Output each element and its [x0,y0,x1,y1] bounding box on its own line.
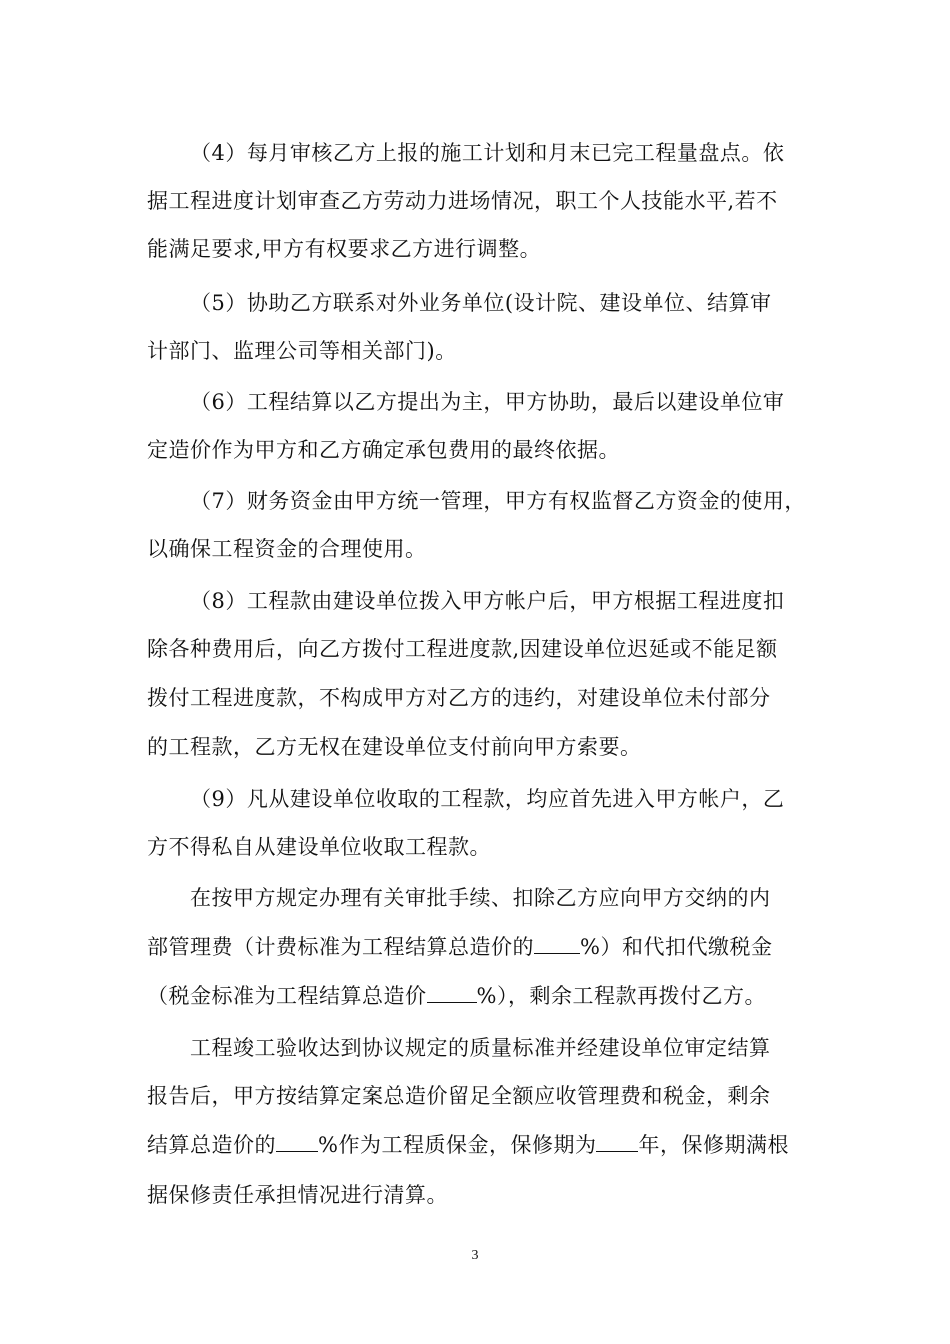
paragraph-9-line-2: 方不得私自从建设单位收取工程款。 [147,835,491,859]
page-number: 3 [471,1248,479,1263]
paragraph-11-line-3-text-b: %作为工程质保金，保修期为 [318,1133,597,1157]
paragraph-11-line-1: 工程竣工验收达到协议规定的质量标准并经建设单位审定结算 [190,1036,771,1060]
paragraph-4-line-1: （4）每月审核乙方上报的施工计划和月末已完工程量盘点。依 [190,141,785,165]
paragraph-11-line-2: 报告后，甲方按结算定案总造价留足全额应收管理费和税金，剩余 [147,1084,771,1108]
paragraph-5-line-2: 计部门、监理公司等相关部门)。 [147,339,457,363]
paragraph-10-line-1: 在按甲方规定办理有关审批手续、扣除乙方应向甲方交纳的内 [190,886,771,910]
paragraph-11-line-3-text-c: 年，保修期满根 [638,1133,789,1157]
tax-percent-blank [427,982,477,1003]
quality-deposit-percent-blank [276,1131,318,1152]
paragraph-10-line-3-text-b: %），剩余工程款再拨付乙方。 [476,984,766,1008]
paragraph-6-line-2: 定造价作为甲方和乙方确定承包费用的最终依据。 [147,438,620,462]
paragraph-7-line-2: 以确保工程资金的合理使用。 [147,537,427,561]
paragraph-7-line-1: （7）财务资金由甲方统一管理，甲方有权监督乙方资金的使用， [190,489,806,513]
paragraph-10-line-2-text-b: %）和代扣代缴税金 [580,935,773,959]
paragraph-8-line-1: （8）工程款由建设单位拨入甲方帐户后，甲方根据工程进度扣 [190,589,785,613]
paragraph-6-line-1: （6）工程结算以乙方提出为主，甲方协助，最后以建设单位审 [190,390,785,414]
paragraph-10-line-3-text-a: （税金标准为工程结算总造价 [147,984,427,1008]
paragraph-8-line-3: 拨付工程进度款，不构成甲方对乙方的违约，对建设单位未付部分 [147,686,771,710]
paragraph-11-line-4: 据保修责任承担情况进行清算。 [147,1183,448,1207]
paragraph-11-line-3-text-a: 结算总造价的 [147,1133,276,1157]
paragraph-10-line-2 [147,933,772,961]
paragraph-4-line-3: 能满足要求,甲方有权要求乙方进行调整。 [147,237,542,261]
paragraph-8-line-2: 除各种费用后，向乙方拨付工程进度款,因建设单位迟延或不能足额 [147,637,778,661]
paragraph-9-line-1: （9）凡从建设单位收取的工程款，均应首先进入甲方帐户，乙 [190,787,785,811]
paragraph-4-line-2: 据工程进度计划审查乙方劳动力进场情况，职工个人技能水平,若不 [147,189,778,213]
management-fee-percent-blank [534,933,580,954]
paragraph-5-line-1: （5）协助乙方联系对外业务单位(设计院、建设单位、结算审 [190,291,772,315]
warranty-years-blank [596,1131,638,1152]
paragraph-8-line-4: 的工程款，乙方无权在建设单位支付前向甲方索要。 [147,735,642,759]
paragraph-11-line-3 [147,1131,789,1159]
paragraph-10-line-3 [147,982,766,1010]
paragraph-10-line-2-text-a: 部管理费（计费标准为工程结算总造价的 [147,935,534,959]
